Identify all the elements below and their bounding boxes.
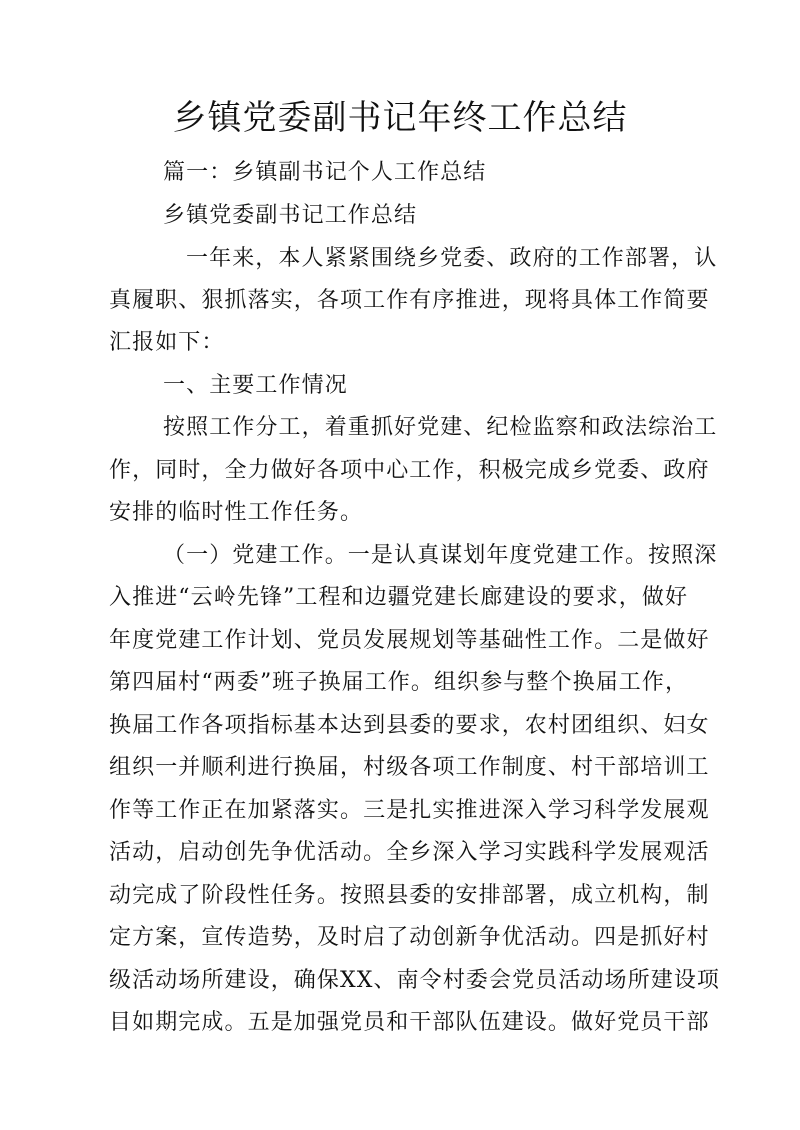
paragraph-line: 安排的临时性工作任务。	[109, 500, 364, 525]
paragraph-line: 活动，启动创先争优活动。全乡深入学习实践科学发展观活	[109, 840, 710, 865]
paragraph-line: 入推进“云岭先锋”工程和边疆党建长廊建设的要求，做好	[109, 585, 689, 610]
section-heading: 一、主要工作情况	[163, 373, 348, 398]
paragraph-line: 组织一并顺利进行换届，村级各项工作制度、村干部培训工	[109, 755, 710, 780]
paragraph-line: 年度党建工作计划、党员发展规划等基础性工作。二是做好	[109, 628, 710, 653]
paragraph-line: 动完成了阶段性任务。按照县委的安排部署，成立机构，制	[109, 883, 710, 908]
paragraph-line: 按照工作分工，着重抓好党建、纪检监察和政法综治工	[163, 415, 718, 440]
paragraph-line: 级活动场所建设，确保XX、南令村委会党员活动场所建设项	[109, 968, 721, 993]
paragraph-line: 作，同时，全力做好各项中心工作，积极完成乡党委、政府	[109, 458, 710, 483]
paragraph-line: 目如期完成。五是加强党员和干部队伍建设。做好党员干部	[109, 1010, 710, 1035]
document-title: 乡镇党委副书记年终工作总结	[172, 98, 628, 138]
paragraph-line: 第四届村“两委”班子换届工作。组织参与整个换届工作，	[109, 670, 689, 695]
subtitle: 乡镇党委副书记工作总结	[163, 203, 418, 228]
paragraph-line: 真履职、狠抓落实，各项工作有序推进，现将具体工作简要	[109, 288, 710, 313]
paragraph-line: 换届工作各项指标基本达到县委的要求，农村团组织、妇女	[109, 713, 710, 738]
paragraph-line: 一年来，本人紧紧围绕乡党委、政府的工作部署，认	[186, 246, 718, 271]
section-heading-part-one: 篇一：乡镇副书记个人工作总结	[163, 160, 487, 185]
paragraph-line: 汇报如下：	[109, 330, 225, 355]
paragraph-line: 定方案，宣传造势，及时启了动创新争优活动。四是抓好村	[109, 925, 710, 950]
paragraph-line: 作等工作正在加紧落实。三是扎实推进深入学习科学发展观	[109, 798, 710, 823]
paragraph-line: （一）党建工作。一是认真谋划年度党建工作。按照深	[163, 543, 718, 568]
